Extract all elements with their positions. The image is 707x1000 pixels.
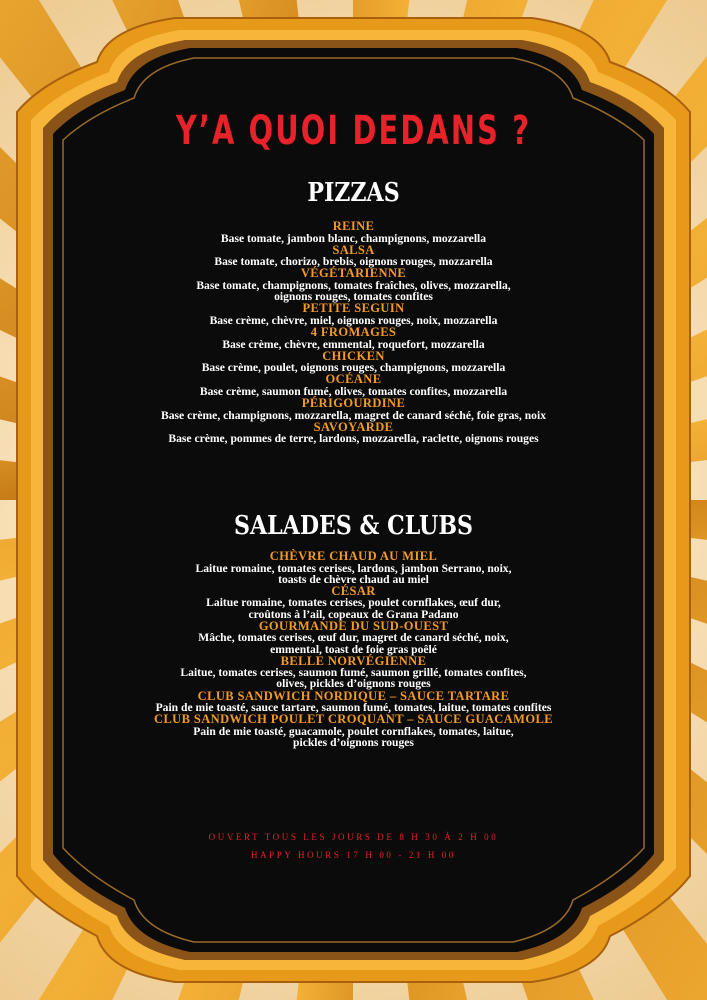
menu-item: [113, 267, 594, 302]
menu-item: [113, 220, 594, 244]
menu-item-description: Base crème, chèvre, emmental, roquefort, mozzarella: [222, 337, 485, 351]
happy-hours: HAPPY HOURS 17 H 00 - 21 H 00: [250, 850, 457, 860]
menu-item-name: PÉRIGOURDINE: [301, 396, 406, 411]
menu-item-description: Laitue romaine, tomates cerises, lardons, jambon Serrano, noix, toasts de chèvre chaud au miel: [195, 561, 512, 586]
menu-item-name: CÉSAR: [331, 583, 376, 598]
menu-item: [113, 326, 594, 350]
menu-item: [113, 585, 594, 620]
menu-item-description: Pain de mie toasté, sauce tartare, saumon fumé, tomates, laitue, tomates confites: [155, 701, 552, 715]
menu-item-name: OCÉANE: [325, 372, 382, 387]
menu-item: [113, 655, 594, 690]
menu-item: [113, 713, 594, 748]
menu-item-description: Base crème, poulet, oignons rouges, champignons, mozzarella: [201, 361, 506, 375]
page-title: Y’A QUOI DEDANS ?: [175, 108, 532, 154]
menu-item-name: CHÈVRE CHAUD AU MIEL: [269, 549, 438, 563]
menu-item-name: CLUB SANDWICH NORDIQUE – SAUCE TARTARE: [197, 688, 510, 703]
menu-item: [113, 244, 594, 268]
menu-item: [113, 421, 594, 445]
menu-item-description: Pain de mie toasté, guacamole, poulet cornflakes, tomates, laitue, pickles d’oignons rouges: [193, 724, 514, 750]
menu-item-description: Base crème, champignons, mozzarella, magret de canard séché, foie gras, noix: [161, 408, 546, 422]
menu-item: [113, 690, 594, 714]
menu-item-name: CLUB SANDWICH POULET CROQUANT – SAUCE GUACAMOLE: [154, 712, 553, 727]
menu-item-name: SAVOYARDE: [313, 419, 394, 434]
pizza-list: [113, 220, 594, 445]
menu-item-description: Laitue, tomates cerises, saumon fumé, saumon grillé, tomates confites, olives, pickles d’oignons rouges: [180, 666, 527, 691]
menu-item: [113, 620, 594, 655]
menu-item-name: VÉGÉTARIENNE: [300, 266, 407, 281]
menu-item-name: BELLE NORVÉGIENNE: [280, 653, 427, 668]
salade-list: [113, 550, 594, 748]
menu-item-description: Laitue romaine, tomates cerises, poulet cornflakes, œuf dur, croûtons à l’ail, copeaux de Grana Padano: [206, 596, 501, 621]
menu-item-description: Base crème, saumon fumé, olives, tomates confites, mozzarella: [199, 384, 508, 398]
menu-item-description: Mâche, tomates cerises, œuf dur, magret de canard séché, noix, emmental, toast de foie gras poêlé: [198, 631, 509, 656]
menu-item: [113, 302, 594, 326]
salades-heading: SALADES & CLUBS: [234, 511, 473, 541]
menu-item-name: 4 FROMAGES: [310, 325, 397, 340]
menu-item: [113, 397, 594, 421]
menu-item-description: Base crème, chèvre, miel, oignons rouges, noix, mozzarella: [209, 313, 498, 327]
menu-item-name: PETITE SEGUIN: [302, 301, 405, 316]
menu-item-name: CHICKEN: [322, 348, 385, 363]
menu-item: [113, 373, 594, 397]
opening-hours: OUVERT TOUS LES JOURS DE 8 H 30 À 2 H 00: [208, 832, 499, 842]
menu-item-description: Base tomate, jambon blanc, champignons, mozzarella: [220, 231, 487, 245]
menu-item-description: Base crème, pommes de terre, lardons, mozzarella, raclette, oignons rouges: [168, 432, 539, 446]
menu-item: [113, 350, 594, 374]
menu-item-name: SALSA: [332, 242, 375, 257]
menu-item-description: Base tomate, chorizo, brebis, oignons rouges, mozzarella: [214, 255, 493, 269]
menu-item-name: REINE: [332, 219, 375, 233]
pizzas-heading: PIZZAS: [307, 178, 400, 208]
menu-item-name: GOURMANDE DU SUD-OUEST: [258, 618, 449, 633]
menu-item-description: Base tomate, champignons, tomates fraîches, olives, mozzarella, oignons rouges, tomates confites: [196, 278, 511, 304]
menu-item: [113, 550, 594, 585]
